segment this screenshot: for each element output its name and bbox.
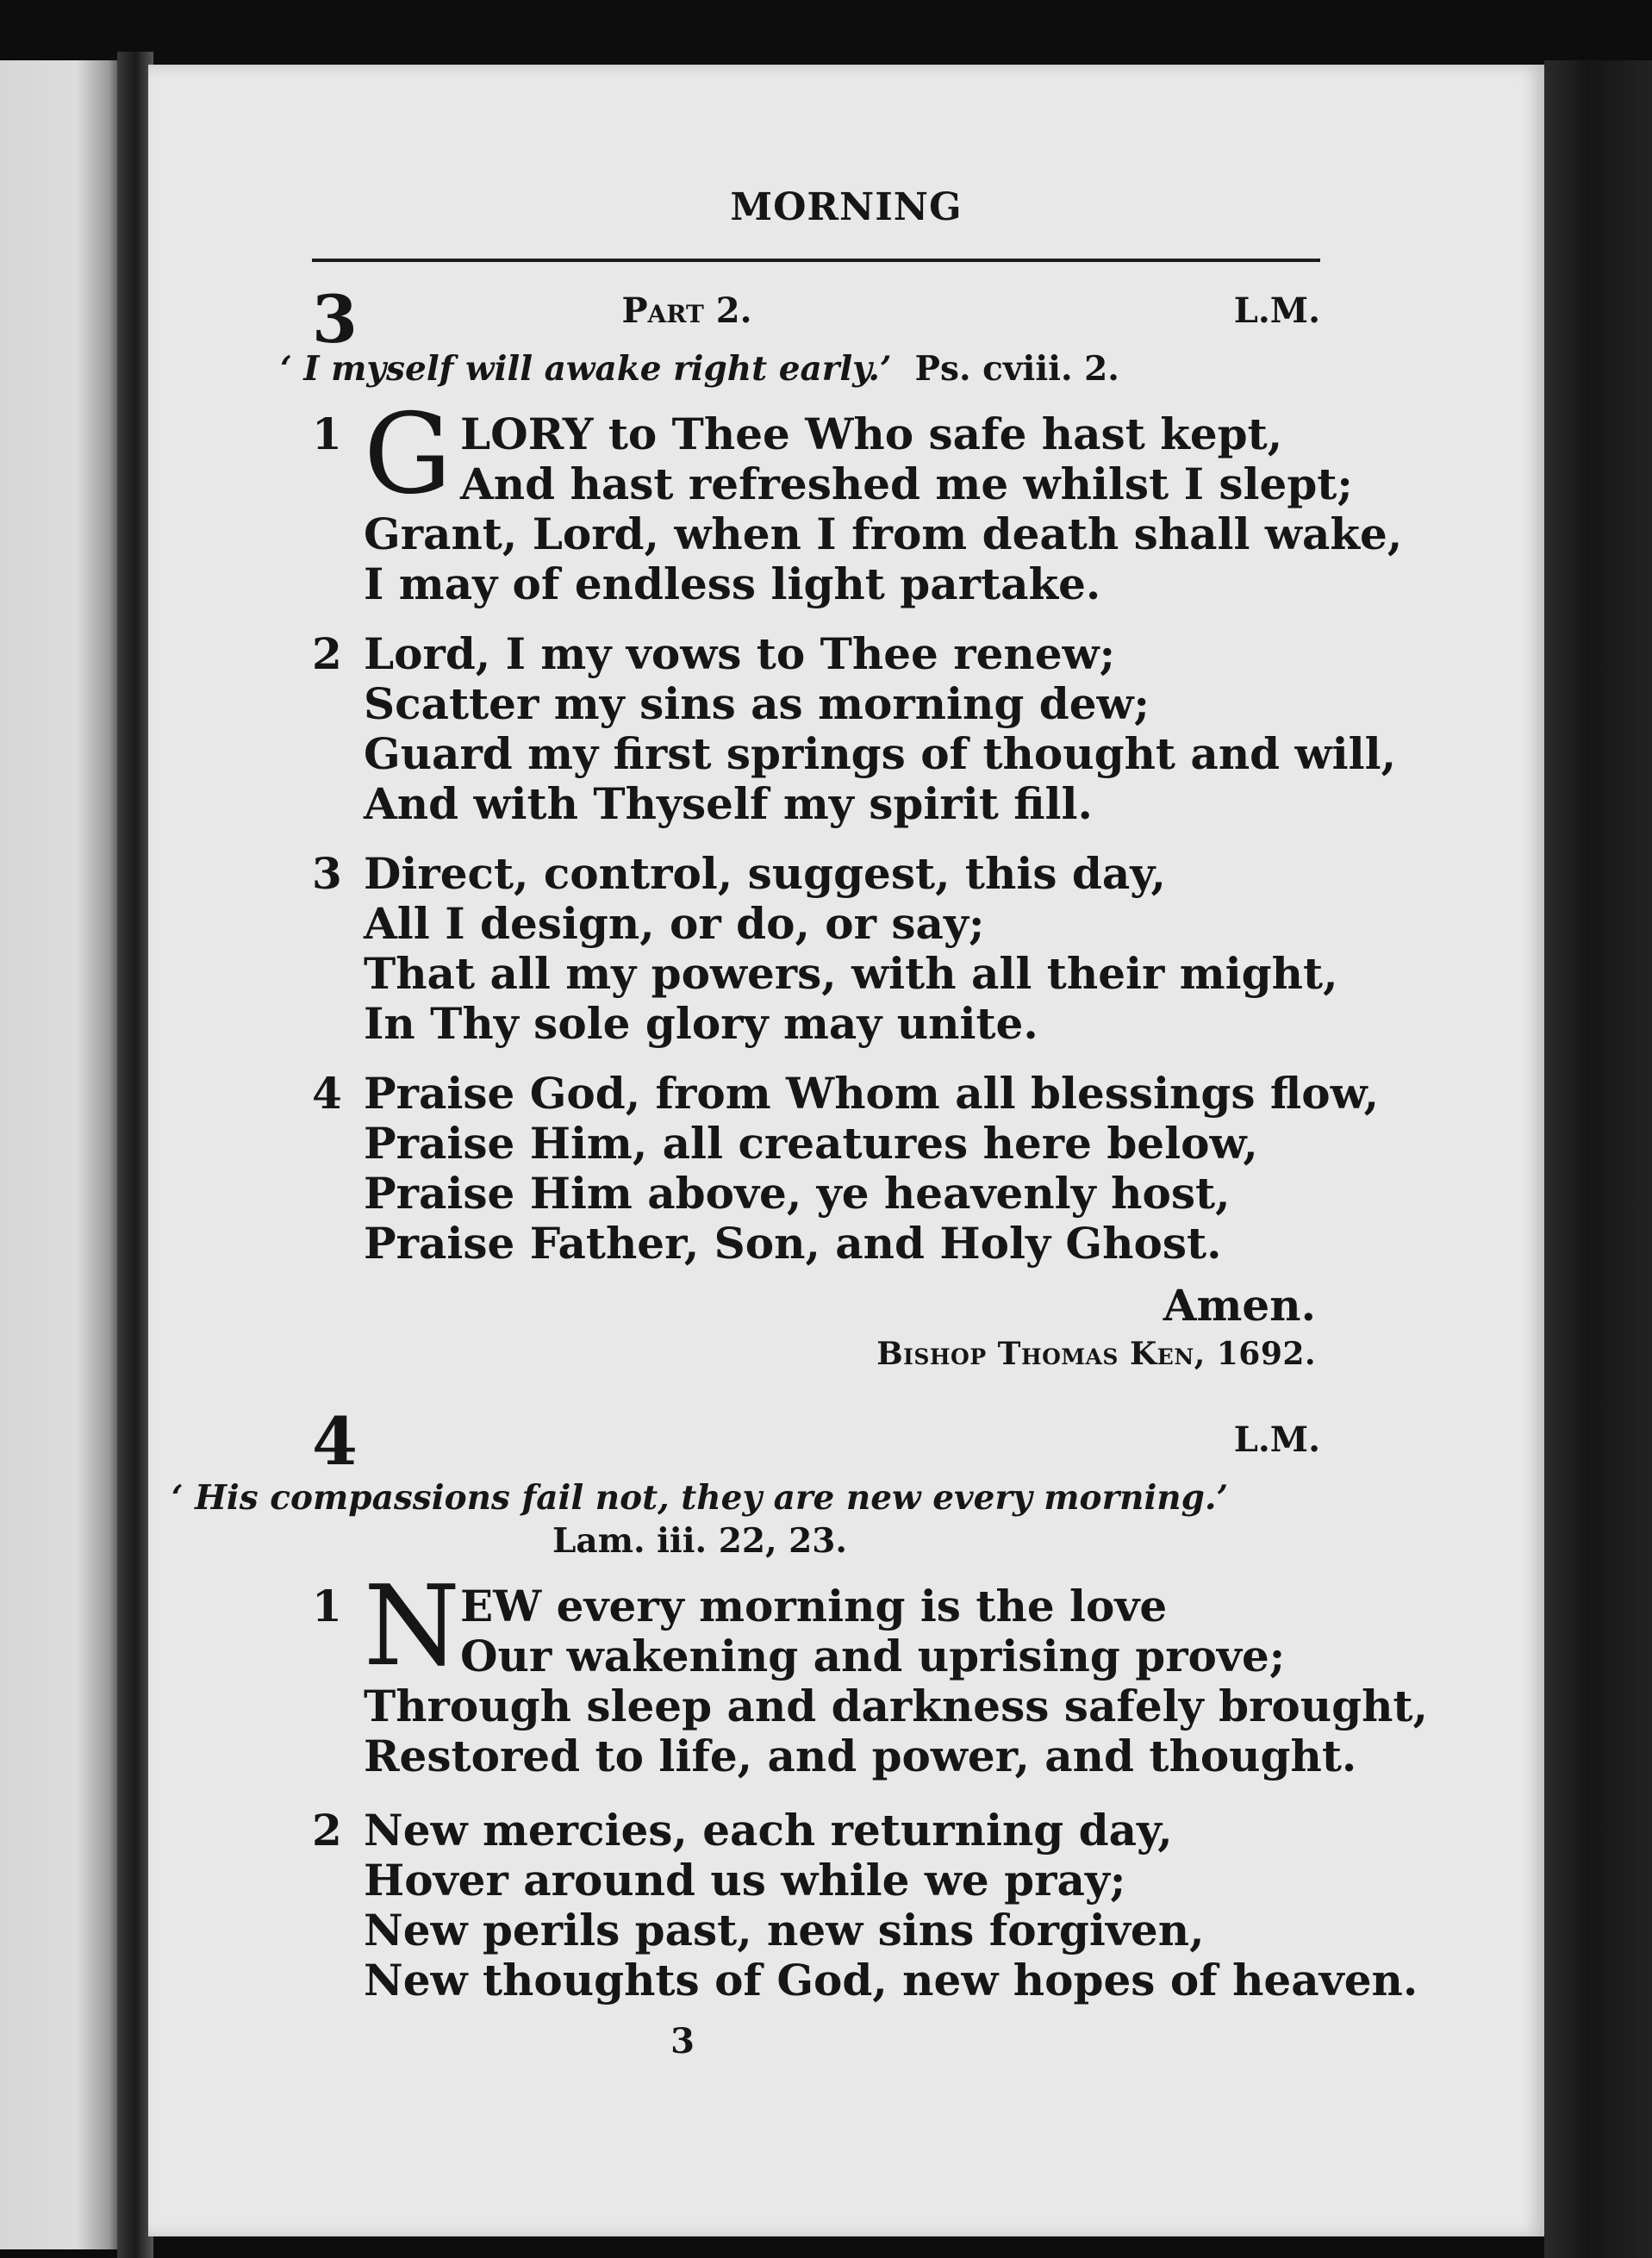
hymn-part: Part 2. <box>621 290 752 331</box>
facing-page-edge <box>0 60 128 2249</box>
epigraph-quote: ‘ I myself will awake right early.’ <box>280 349 892 389</box>
verse-line: Our wakening and uprising prove; <box>460 1631 1286 1681</box>
verse-line: Grant, Lord, when I from death shall wake, <box>364 508 1403 559</box>
verse-line: Through sleep and darkness safely brought, <box>364 1681 1428 1731</box>
running-head: MORNING <box>730 185 963 229</box>
verse-line: In Thy sole glory may unite. <box>364 998 1038 1049</box>
verse-line: New perils past, new sins forgiven, <box>364 1905 1205 1955</box>
verse-line: Restored to life, and power, and thought. <box>364 1731 1357 1781</box>
verse <box>312 849 1346 1056</box>
verse-line: EW every morning is the love <box>460 1581 1168 1631</box>
verse-line: Praise God, from Whom all blessings flow, <box>364 1068 1380 1119</box>
hymn-epigraph <box>148 349 1251 389</box>
verse-number: 1 <box>312 1581 342 1631</box>
verse-line: That all my powers, with all their might, <box>364 948 1338 999</box>
verse <box>312 1563 1428 1788</box>
verse <box>312 1068 1380 1276</box>
verse-line: New mercies, each returning day, <box>364 1805 1173 1856</box>
verse-number: 2 <box>312 628 342 679</box>
verse-line: And with Thyself my spirit fill. <box>364 778 1093 829</box>
verse-line: New thoughts of God, new hopes of heaven. <box>364 1955 1418 2005</box>
verse <box>312 1805 1418 2012</box>
book-cover-edge <box>1544 60 1652 2258</box>
verse-line: Direct, control, suggest, this day, <box>364 848 1166 899</box>
hymn-author: Bishop Thomas Ken, 1692. <box>876 1336 1316 1372</box>
epigraph-reference: Ps. cviii. 2. <box>914 349 1119 389</box>
verse-line: All I design, or do, or say; <box>364 898 985 949</box>
verse-line: Praise Him, all creatures here below, <box>364 1118 1258 1169</box>
verse-number: 4 <box>312 1068 342 1119</box>
hymn-epigraph <box>148 1478 1251 1518</box>
hymn-number: 3 <box>312 281 358 358</box>
verse-line: Praise Him above, ye heavenly host, <box>364 1168 1231 1219</box>
epigraph-reference: Lam. iii. 22, 23. <box>552 1521 847 1561</box>
verse-number: 2 <box>312 1805 342 1856</box>
hymn-meter: L.M. <box>1233 1419 1320 1460</box>
verse-line: Lord, I my vows to Thee renew; <box>364 628 1116 679</box>
page-number: 3 <box>670 2021 695 2062</box>
verse-line: Guard my first springs of thought and will, <box>364 728 1396 779</box>
verse-line: And hast refreshed me whilst I slept; <box>460 458 1353 509</box>
hymnal-page <box>148 65 1544 2236</box>
verse-line: LORY to Thee Who safe hast kept, <box>460 409 1283 459</box>
drop-capital: N <box>364 1563 460 1691</box>
hymn-meter: L.M. <box>1233 290 1320 331</box>
verse-line: I may of endless light partake. <box>364 558 1101 609</box>
drop-capital: G <box>364 390 452 519</box>
verse <box>312 390 1403 616</box>
hymn-number: 4 <box>312 1403 358 1480</box>
verse <box>312 628 1396 836</box>
header-rule <box>312 259 1320 262</box>
amen: Amen. <box>1163 1280 1316 1331</box>
verse-number: 1 <box>312 409 342 459</box>
verse-line: Scatter my sins as morning dew; <box>364 678 1150 729</box>
verse-number: 3 <box>312 848 342 899</box>
epigraph-quote: ‘ His compassions fail not, they are new every morning.’ <box>171 1478 1229 1518</box>
verse-line: Hover around us while we pray; <box>364 1855 1126 1906</box>
verse-line: Praise Father, Son, and Holy Ghost. <box>364 1218 1222 1269</box>
